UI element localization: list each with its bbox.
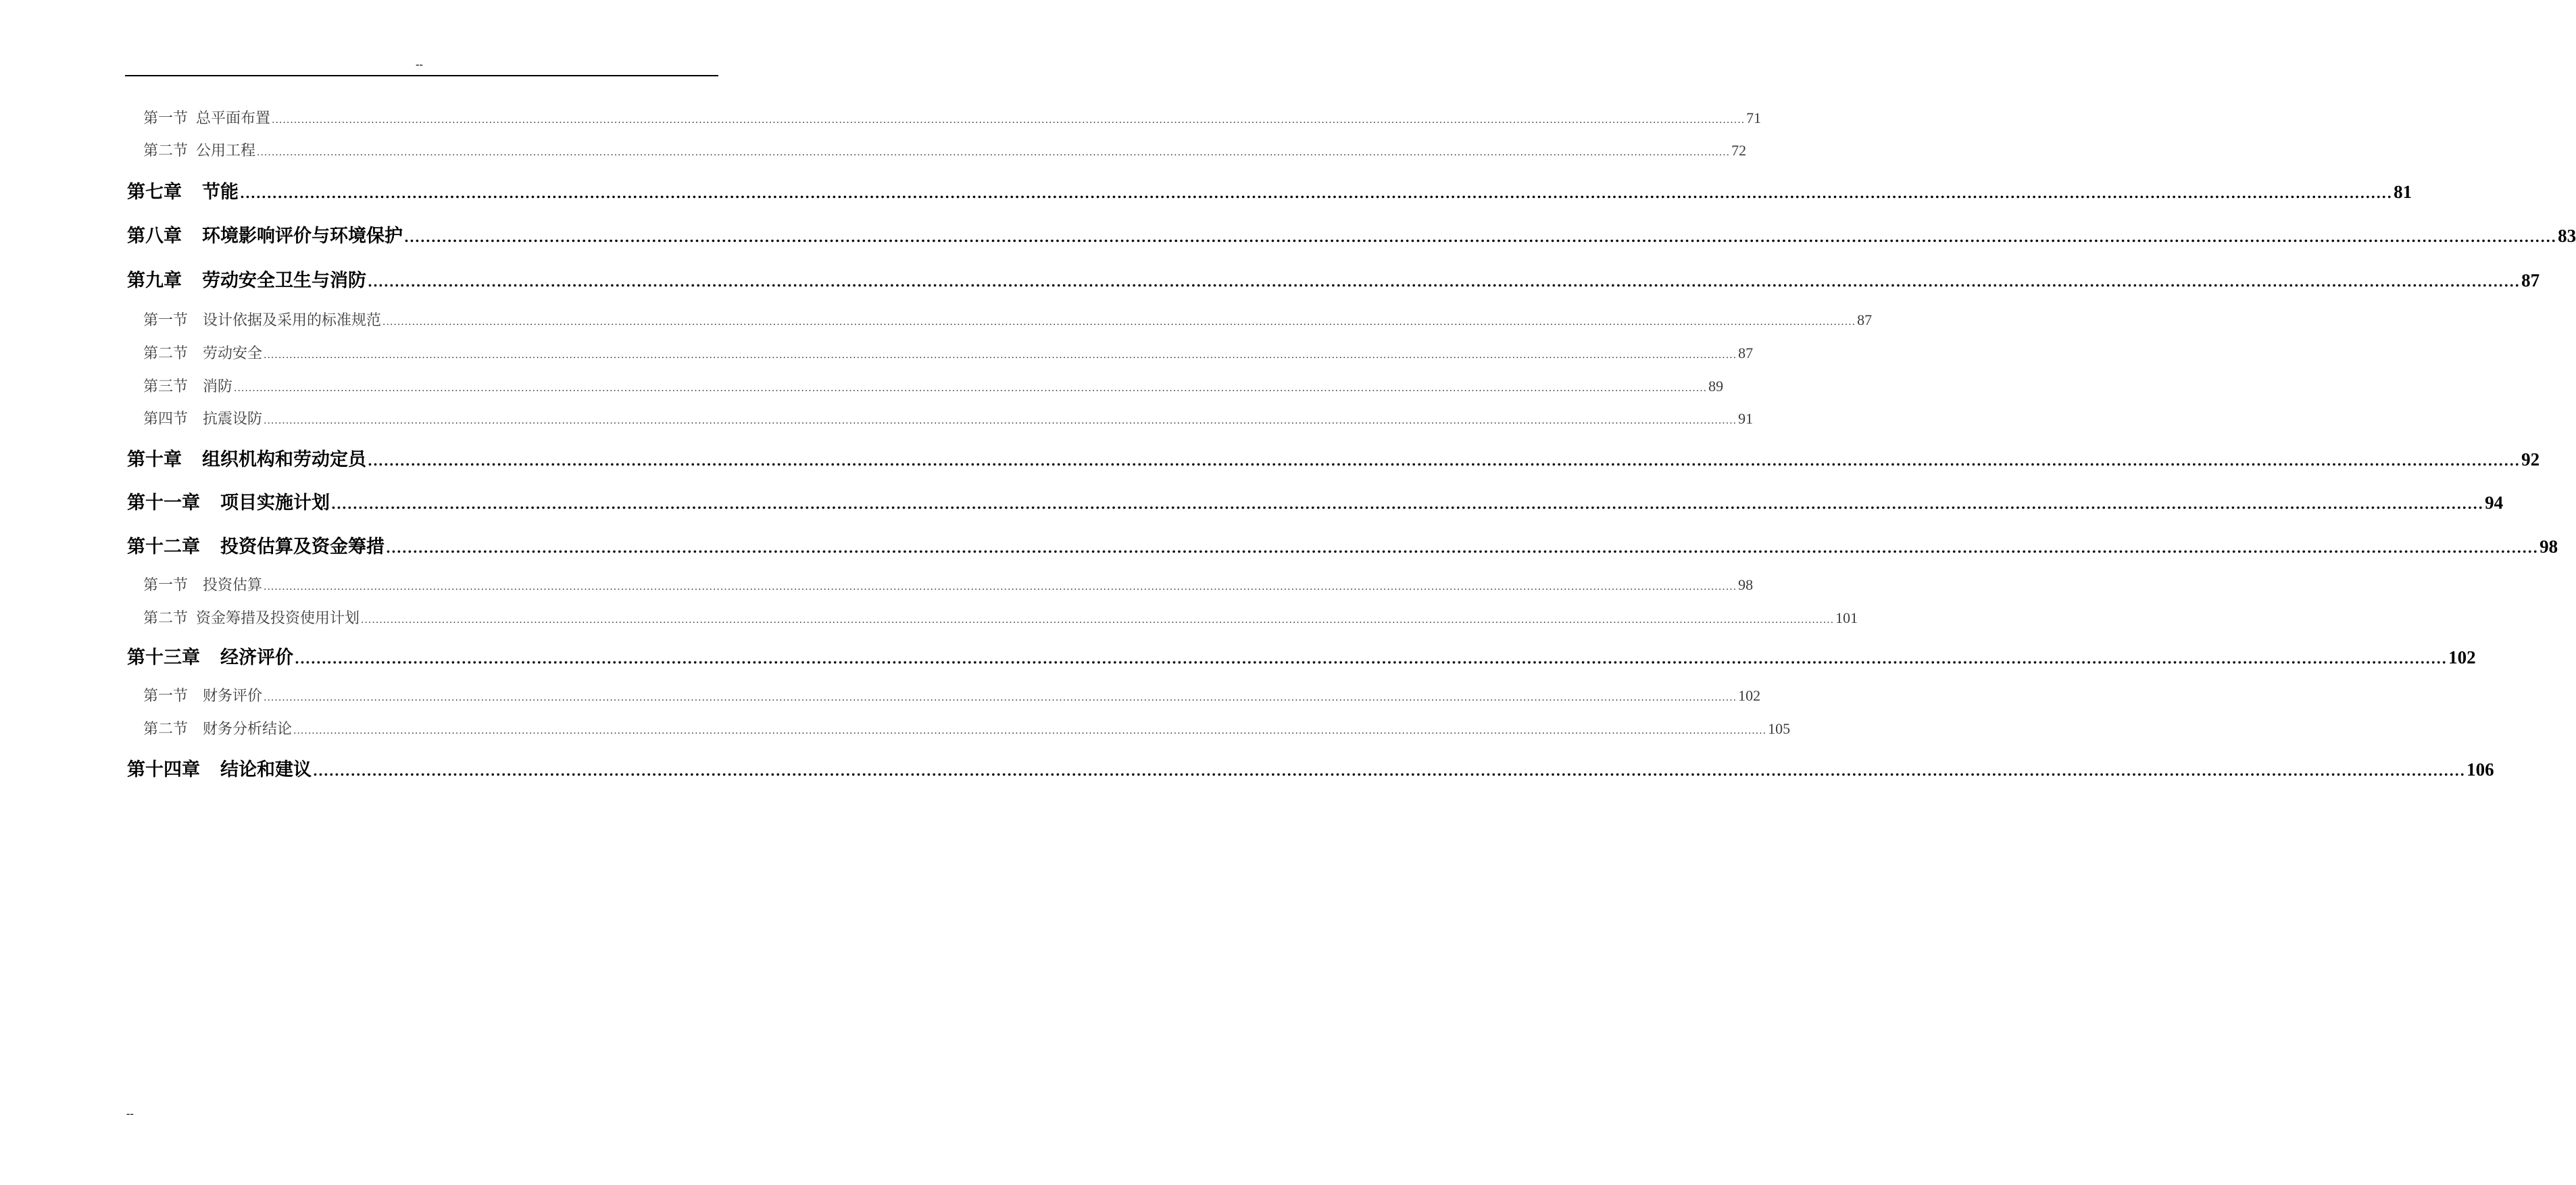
- toc-dot-leader: ................................................................................................................................................................................................................................................................................................................................................................................................................: [234, 383, 1708, 394]
- toc-entry-title: 抗震设防: [203, 411, 263, 428]
- toc-entry-title: 财务分析结论: [203, 721, 293, 738]
- toc-dot-leader: ................................................................................................................................................................................................................................................................................................................................................................................................................: [368, 453, 2521, 469]
- toc-section-entry[interactable]: [143, 107, 1762, 127]
- toc-dot-leader: ................................................................................................................................................................................................................................................................................................................................................................................................................: [382, 317, 1856, 328]
- toc-section-entry[interactable]: [143, 309, 1873, 329]
- toc-chapter-entry[interactable]: [127, 532, 2558, 557]
- toc-entry-number: 第十一章: [127, 493, 200, 513]
- toc-entry-title: 资金筹措及投资使用计划: [196, 610, 360, 627]
- toc-entry-page: 102: [1738, 687, 1761, 704]
- toc-entry-page: 71: [1746, 109, 1762, 126]
- toc-dot-leader: ................................................................................................................................................................................................................................................................................................................................................................................................................: [295, 651, 2448, 667]
- toc-dot-leader: ................................................................................................................................................................................................................................................................................................................................................................................................................: [272, 115, 1745, 126]
- toc-entry-number: 第一节: [143, 312, 189, 329]
- header-rule: [125, 75, 718, 76]
- toc-entry-number: 第二节: [143, 610, 189, 627]
- toc-entry-page: 87: [1857, 311, 1873, 328]
- toc-entry-page: 92: [2521, 449, 2540, 470]
- toc-entry-page: 102: [2448, 647, 2476, 667]
- toc-dot-leader: ................................................................................................................................................................................................................................................................................................................................................................................................................: [264, 350, 1737, 361]
- toc-entry-page: 72: [1731, 142, 1747, 159]
- toc-chapter-entry[interactable]: [127, 488, 2504, 513]
- toc-section-entry[interactable]: [143, 607, 1858, 627]
- toc-dot-leader: ................................................................................................................................................................................................................................................................................................................................................................................................................: [293, 726, 1767, 736]
- toc-entry-title: 组织机构和劳动定员: [202, 449, 366, 470]
- toc-chapter-entry[interactable]: [127, 445, 2540, 470]
- toc-entry-number: 第八章: [127, 226, 182, 247]
- toc-entry-number: 第二节: [143, 143, 189, 159]
- toc-entry-title: 总平面布置: [196, 110, 271, 127]
- toc-entry-title: 环境影响评价与环境保护: [202, 226, 403, 247]
- toc-entry-title: 投资估算: [203, 577, 263, 594]
- toc-entry-page: 81: [2394, 182, 2412, 202]
- toc-dot-leader: ................................................................................................................................................................................................................................................................................................................................................................................................................: [257, 147, 1731, 158]
- toc-entry-page: 101: [1835, 609, 1858, 626]
- toc-entry-title: 劳动安全: [203, 345, 263, 362]
- toc-section-entry[interactable]: [143, 342, 1754, 362]
- toc-entry-page: 83: [2558, 226, 2576, 246]
- toc-entry-number: 第十二章: [127, 536, 200, 557]
- toc-entry-number: 第十章: [127, 449, 182, 470]
- toc-entry-number: 第一节: [143, 110, 189, 127]
- footer-mark: --: [126, 1108, 134, 1119]
- toc-entry-number: 第三节: [143, 378, 189, 395]
- toc-section-entry[interactable]: [143, 684, 1761, 705]
- toc-section-entry[interactable]: [143, 407, 1754, 428]
- toc-entry-page: 89: [1708, 378, 1724, 395]
- toc-entry-title: 结论和建议: [220, 759, 312, 780]
- toc-entry-page: 98: [2540, 536, 2558, 557]
- toc-dot-leader: ................................................................................................................................................................................................................................................................................................................................................................................................................: [361, 615, 1835, 626]
- toc-chapter-entry[interactable]: [127, 642, 2476, 668]
- toc-entry-page: 94: [2485, 493, 2504, 513]
- toc-entry-number: 第一节: [143, 688, 189, 705]
- toc-dot-leader: ................................................................................................................................................................................................................................................................................................................................................................................................................: [240, 185, 2393, 201]
- toc-dot-leader: ................................................................................................................................................................................................................................................................................................................................................................................................................: [368, 274, 2521, 290]
- toc-entry-title: 消防: [203, 378, 233, 395]
- toc-dot-leader: ................................................................................................................................................................................................................................................................................................................................................................................................................: [264, 415, 1737, 426]
- toc-entry-page: 91: [1738, 410, 1754, 427]
- toc-entry-number: 第一节: [143, 577, 189, 594]
- toc-entry-title: 项目实施计划: [220, 493, 330, 513]
- toc-dot-leader: ................................................................................................................................................................................................................................................................................................................................................................................................................: [313, 763, 2466, 779]
- toc-chapter-entry[interactable]: [127, 266, 2540, 291]
- toc-chapter-entry[interactable]: [127, 755, 2494, 780]
- toc-entry-number: 第二节: [143, 721, 189, 738]
- toc-dot-leader: ................................................................................................................................................................................................................................................................................................................................................................................................................: [331, 496, 2484, 512]
- toc-section-entry[interactable]: [143, 574, 1754, 594]
- toc-dot-leader: ................................................................................................................................................................................................................................................................................................................................................................................................................: [264, 692, 1737, 703]
- toc-entry-number: 第九章: [127, 270, 182, 291]
- toc-entry-title: 经济评价: [220, 647, 293, 668]
- toc-section-entry[interactable]: [143, 139, 1747, 159]
- toc-entry-page: 87: [1738, 345, 1754, 361]
- toc-entry-page: 106: [2467, 759, 2494, 780]
- toc-entry-title: 劳动安全卫生与消防: [202, 270, 366, 291]
- toc-chapter-entry[interactable]: [127, 177, 2412, 203]
- toc-entry-number: 第七章: [127, 182, 182, 203]
- toc-entry-page: 105: [1768, 720, 1791, 737]
- toc-entry-title: 公用工程: [196, 143, 256, 159]
- toc-entry-title: 财务评价: [203, 688, 263, 705]
- toc-section-entry[interactable]: [143, 375, 1724, 395]
- toc-entry-number: 第十四章: [127, 759, 200, 780]
- toc-entry-number: 第四节: [143, 411, 189, 428]
- toc-dot-leader: ................................................................................................................................................................................................................................................................................................................................................................................................................: [404, 229, 2557, 245]
- toc-dot-leader: ................................................................................................................................................................................................................................................................................................................................................................................................................: [264, 582, 1737, 592]
- toc-entry-title: 设计依据及采用的标准规范: [203, 312, 382, 329]
- toc-section-entry[interactable]: [143, 717, 1791, 738]
- toc-entry-title: 节能: [202, 182, 239, 203]
- toc-entry-number: 第二节: [143, 345, 189, 362]
- toc-entry-number: 第十三章: [127, 647, 200, 668]
- toc-entry-page: 87: [2521, 270, 2540, 291]
- header-mark: --: [416, 59, 423, 70]
- toc-chapter-entry[interactable]: [127, 221, 2576, 247]
- toc-dot-leader: ................................................................................................................................................................................................................................................................................................................................................................................................................: [386, 540, 2539, 556]
- toc-entry-title: 投资估算及资金筹措: [220, 536, 385, 557]
- toc-entry-page: 98: [1738, 576, 1754, 593]
